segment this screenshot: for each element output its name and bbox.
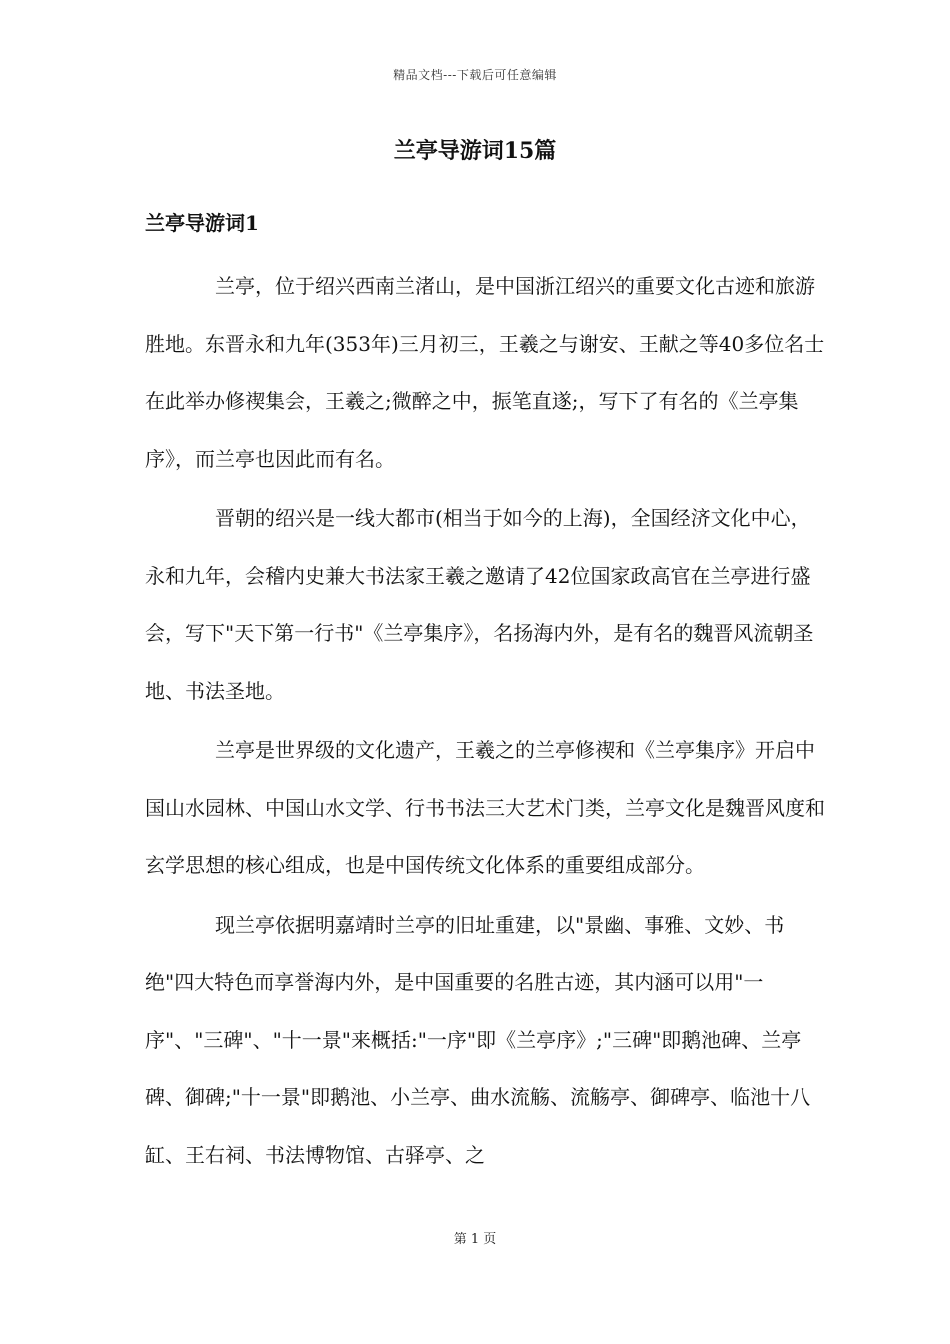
paragraph-4: 现兰亭依据明嘉靖时兰亭的旧址重建，以"景幽、事雅、文妙、书绝"四大特色而享誉海内外，是中国重要的名胜古迹，其内涵可以用"一序"、"三碑"、"十一景"来概括:"一序"即《兰亭序》;"三碑"即鹅池碑、兰亭碑、御碑;"十一景"即鹅池、小兰亭、曲水流觞、流觞亭、御碑亭、临池十八缸、王右祠、书法博物馆、古驿亭、之 <box>145 912 811 1167</box>
paragraph-3: 兰亭是世界级的文化遗产，王羲之的兰亭修禊和《兰亭集序》开启中国山水园林、中国山水文学、行书书法三大艺术门类，兰亭文化是魏晋风度和玄学思想的核心组成，也是中国传统文化体系的重要组成部分。 <box>145 738 825 877</box>
paragraph-1: 兰亭，位于绍兴西南兰渚山，是中国浙江绍兴的重要文化古迹和旅游胜地。东晋永和九年(353年)三月初三，王羲之与谢安、王献之等40多位名士在此举办修禊集会，王羲之;微醉之中，振笔直遂;，写下了有名的《兰亭集序》，而兰亭也因此而有名。 <box>145 274 825 471</box>
page-number: 第 1 页 <box>453 1232 497 1247</box>
paragraph-2: 晋朝的绍兴是一线大都市(相当于如今的上海)，全国经济文化中心，永和九年，会稽内史兼大书法家王羲之邀请了42位国家政高官在兰亭进行盛会，写下"天下第一行书"《兰亭集序》，名扬海内外，是有名的魏晋风流朝圣地、书法圣地。 <box>145 506 814 703</box>
header-note: 精品文档---下载后可任意编辑 <box>393 68 557 82</box>
section-heading: 兰亭导游词1 <box>145 211 259 235</box>
body-text <box>145 258 825 1186</box>
document-title: 兰亭导游词15篇 <box>393 138 557 164</box>
